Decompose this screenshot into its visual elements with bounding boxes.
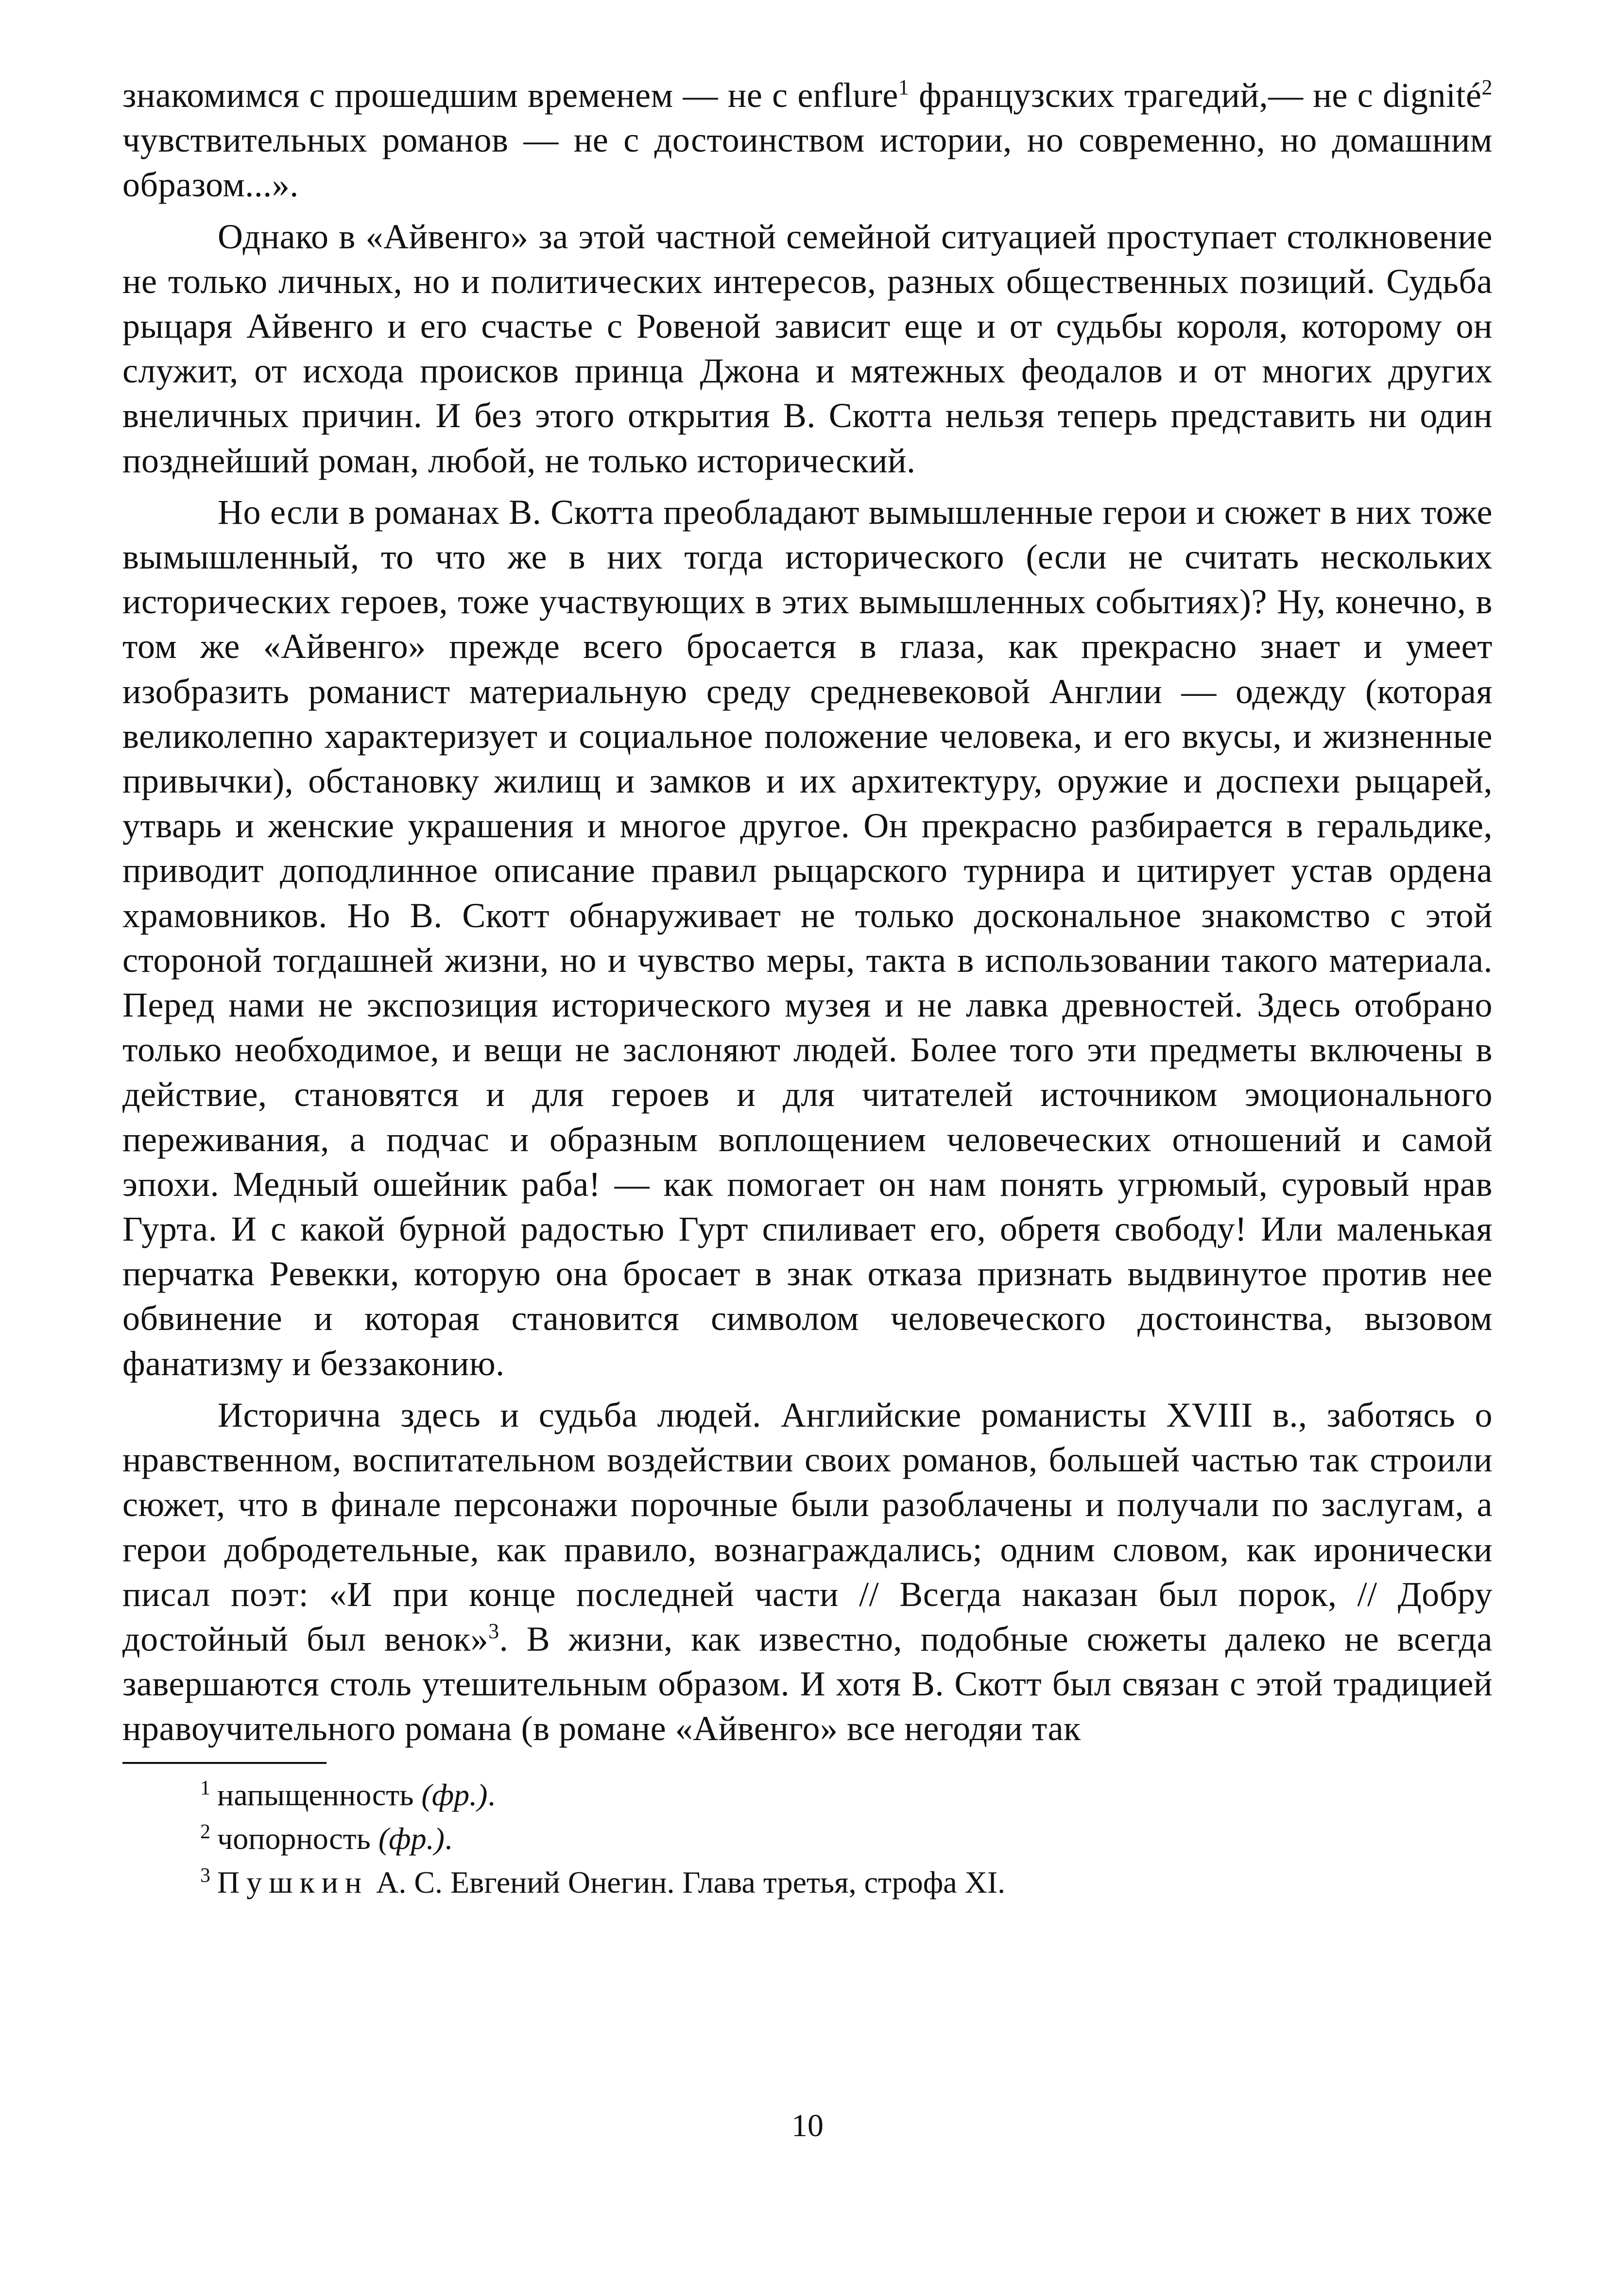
footnote-text: чопорность (217, 1821, 378, 1856)
page (122, 73, 1493, 1901)
footnote-language: (фр.) (378, 1821, 445, 1856)
paragraph (122, 214, 1493, 483)
text-segment: Исторична здесь и судьба людей. Английские романисты XVIII в., заботясь о нравственном, воспитательном воздействии своих романов, большей частью так строили сюжет, что в финале персонажи порочные были разоблачены и получали по заслугам, а герои добродетельные, как правило, вознаграждались; одним словом, как иронически писал поэт: «И при конце последней части // Всегда наказан был порок, // Добру достойный был венок» (122, 1395, 1493, 1658)
footnote-language: (фр.) (421, 1777, 488, 1812)
footnote (200, 1857, 1493, 1901)
text-segment: . В жизни, как известно, подобные сюжеты далеко не всегда завершаются столь утешительным образом. И хотя В. Скотт был связан с этой традицией нравоучительного романа (в романе «Айвенго» все негодяи так (122, 1619, 1493, 1748)
text-segment: знакомимся с прошедшим временем — не с enflure (122, 76, 898, 115)
paragraph (122, 73, 1493, 207)
footnote (200, 1770, 1493, 1813)
text-segment: французских трагедий,— не с dignité (909, 76, 1482, 115)
footnote-text: А. С. Евгений Онегин. Глава третья, строфа XI. (368, 1864, 1006, 1899)
footnote-suffix: . (444, 1821, 452, 1856)
footnote-reference: 1 (898, 75, 910, 99)
footnote-suffix: . (487, 1777, 496, 1812)
text-segment: Но если в романах В. Скотта преобладают вымышленные герои и сюжет в них тоже вымышленный, то что же в них тогда исторического (если не считать нескольких исторических героев, тоже участвующих в этих вымышленных событиях)? Ну, конечно, в том же «Айвенго» прежде всего бросается в глаза, как прекрасно знает и умеет изобразить романист материальную среду средневековой Англии — одежду (которая великолепно характеризует и социальное положение человека, и его вкусы, и жизненные привычки), обстановку жилищ и замков и их архитектуру, оружие и доспехи рыцарей, утварь и женские украшения и многое другое. Он прекрасно разбирается в геральдике, приводит доподлинное описание правил рыцарского турнира и цитирует устав ордена храмовников. Но В. Скотт обнаруживает не только доскональное знакомство с этой стороной тогдашней жизни, но и чувство меры, такта в использовании такого материала. Перед нами не экспозиция исторического музея и не лавка древностей. Здесь отобрано только необходимое, и вещи не заслоняют людей. Более того эти предметы включены в действие, становятся и для героев и для читателей источником эмоционального переживания, а подчас и образным воплощением человеческих отношений и самой эпохи. Медный ошейник раба! — как помогает он нам понять угрюмый, суровый нрав Гурта. И с какой бурной радостью Гурт спиливает его, обретя свободу! Или маленькая перчатка Ревекки, которую она бросает в знак отказа признать выдвинутое против нее обвинение и которая становится символом человеческого достоинства, вызовом фанатизму и беззаконию. (122, 492, 1493, 1383)
body-text (122, 73, 1493, 1751)
footnote-mark: 2 (200, 1820, 210, 1843)
text-segment: чувствительных романов — не с достоинством истории, но современно, но домашним образом...». (122, 121, 1493, 205)
footnotes (122, 1770, 1493, 1901)
footnote-text: напыщенность (217, 1777, 422, 1812)
paragraph (122, 490, 1493, 1386)
footnote-rule (122, 1762, 326, 1764)
text-segment: Однако в «Айвенго» за этой частной семейной ситуацией проступает столкновение не только личных, но и политических интересов, разных общественных позиций. Судьба рыцаря Айвенго и его счастье с Ровеной зависит еще и от судьбы короля, которому он служит, от исхода происков принца Джона и мятежных феодалов и от многих других внеличных причин. И без этого открытия В. Скотта нельзя теперь представить ни один позднейший роман, любой, не только исторический. (122, 217, 1493, 480)
footnote (200, 1813, 1493, 1857)
footnote-author: Пушкин (217, 1864, 369, 1899)
footnote-reference: 3 (488, 1619, 499, 1643)
page-number: 10 (791, 2108, 824, 2143)
paragraph (122, 1393, 1493, 1751)
footnote-mark: 1 (200, 1777, 210, 1799)
footnote-mark: 3 (200, 1864, 210, 1887)
footnote-reference: 2 (1481, 75, 1493, 99)
